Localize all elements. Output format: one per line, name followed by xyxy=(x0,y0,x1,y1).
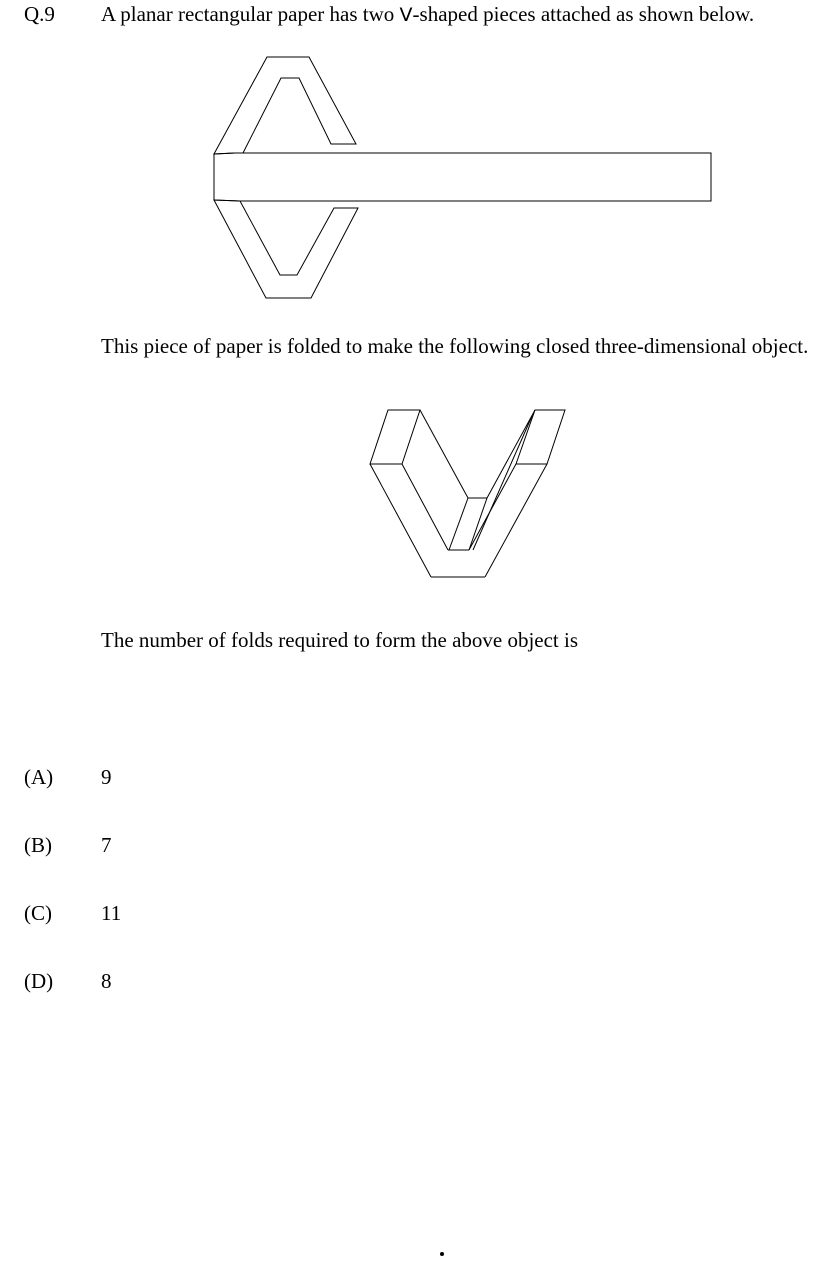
option-d[interactable] xyxy=(0,968,840,998)
option-a-letter: (A) xyxy=(24,765,54,789)
right-arm-back-edge xyxy=(487,410,535,498)
right-arm-outer-edge xyxy=(485,464,547,577)
option-b-letter: (B) xyxy=(24,833,52,857)
left-arm-inner-top xyxy=(420,410,468,498)
option-c-value: 11 xyxy=(101,901,122,925)
folded-object-figure xyxy=(0,0,840,620)
right-arm-back-edge-2 xyxy=(473,416,532,550)
page-mark xyxy=(440,1252,444,1256)
option-b[interactable] xyxy=(0,832,840,862)
option-d-value: 8 xyxy=(101,969,112,993)
question-stem-end: -shaped pieces attached as shown below. xyxy=(412,2,755,26)
question-number: Q.9 xyxy=(24,2,55,26)
left-arm-top-face xyxy=(370,410,420,464)
question-stem-start: A planar rectangular paper has two xyxy=(101,2,400,26)
question-prompt: The number of folds required to form the above object is xyxy=(101,628,579,652)
right-arm-inner-edge xyxy=(469,464,516,550)
inner-notch-left xyxy=(449,498,468,550)
option-d-letter: (D) xyxy=(24,969,54,993)
option-a-value: 9 xyxy=(101,765,112,789)
option-b-value: 7 xyxy=(101,833,112,857)
option-c-letter: (C) xyxy=(24,901,52,925)
question-stem-v-letter: V xyxy=(399,4,413,26)
option-a[interactable] xyxy=(0,764,840,794)
option-c[interactable] xyxy=(0,900,840,930)
left-arm-outer-edge xyxy=(370,464,431,577)
right-arm-top-face xyxy=(516,410,565,464)
fold-description: This piece of paper is folded to make the following closed three-dimensional object. xyxy=(101,334,809,358)
